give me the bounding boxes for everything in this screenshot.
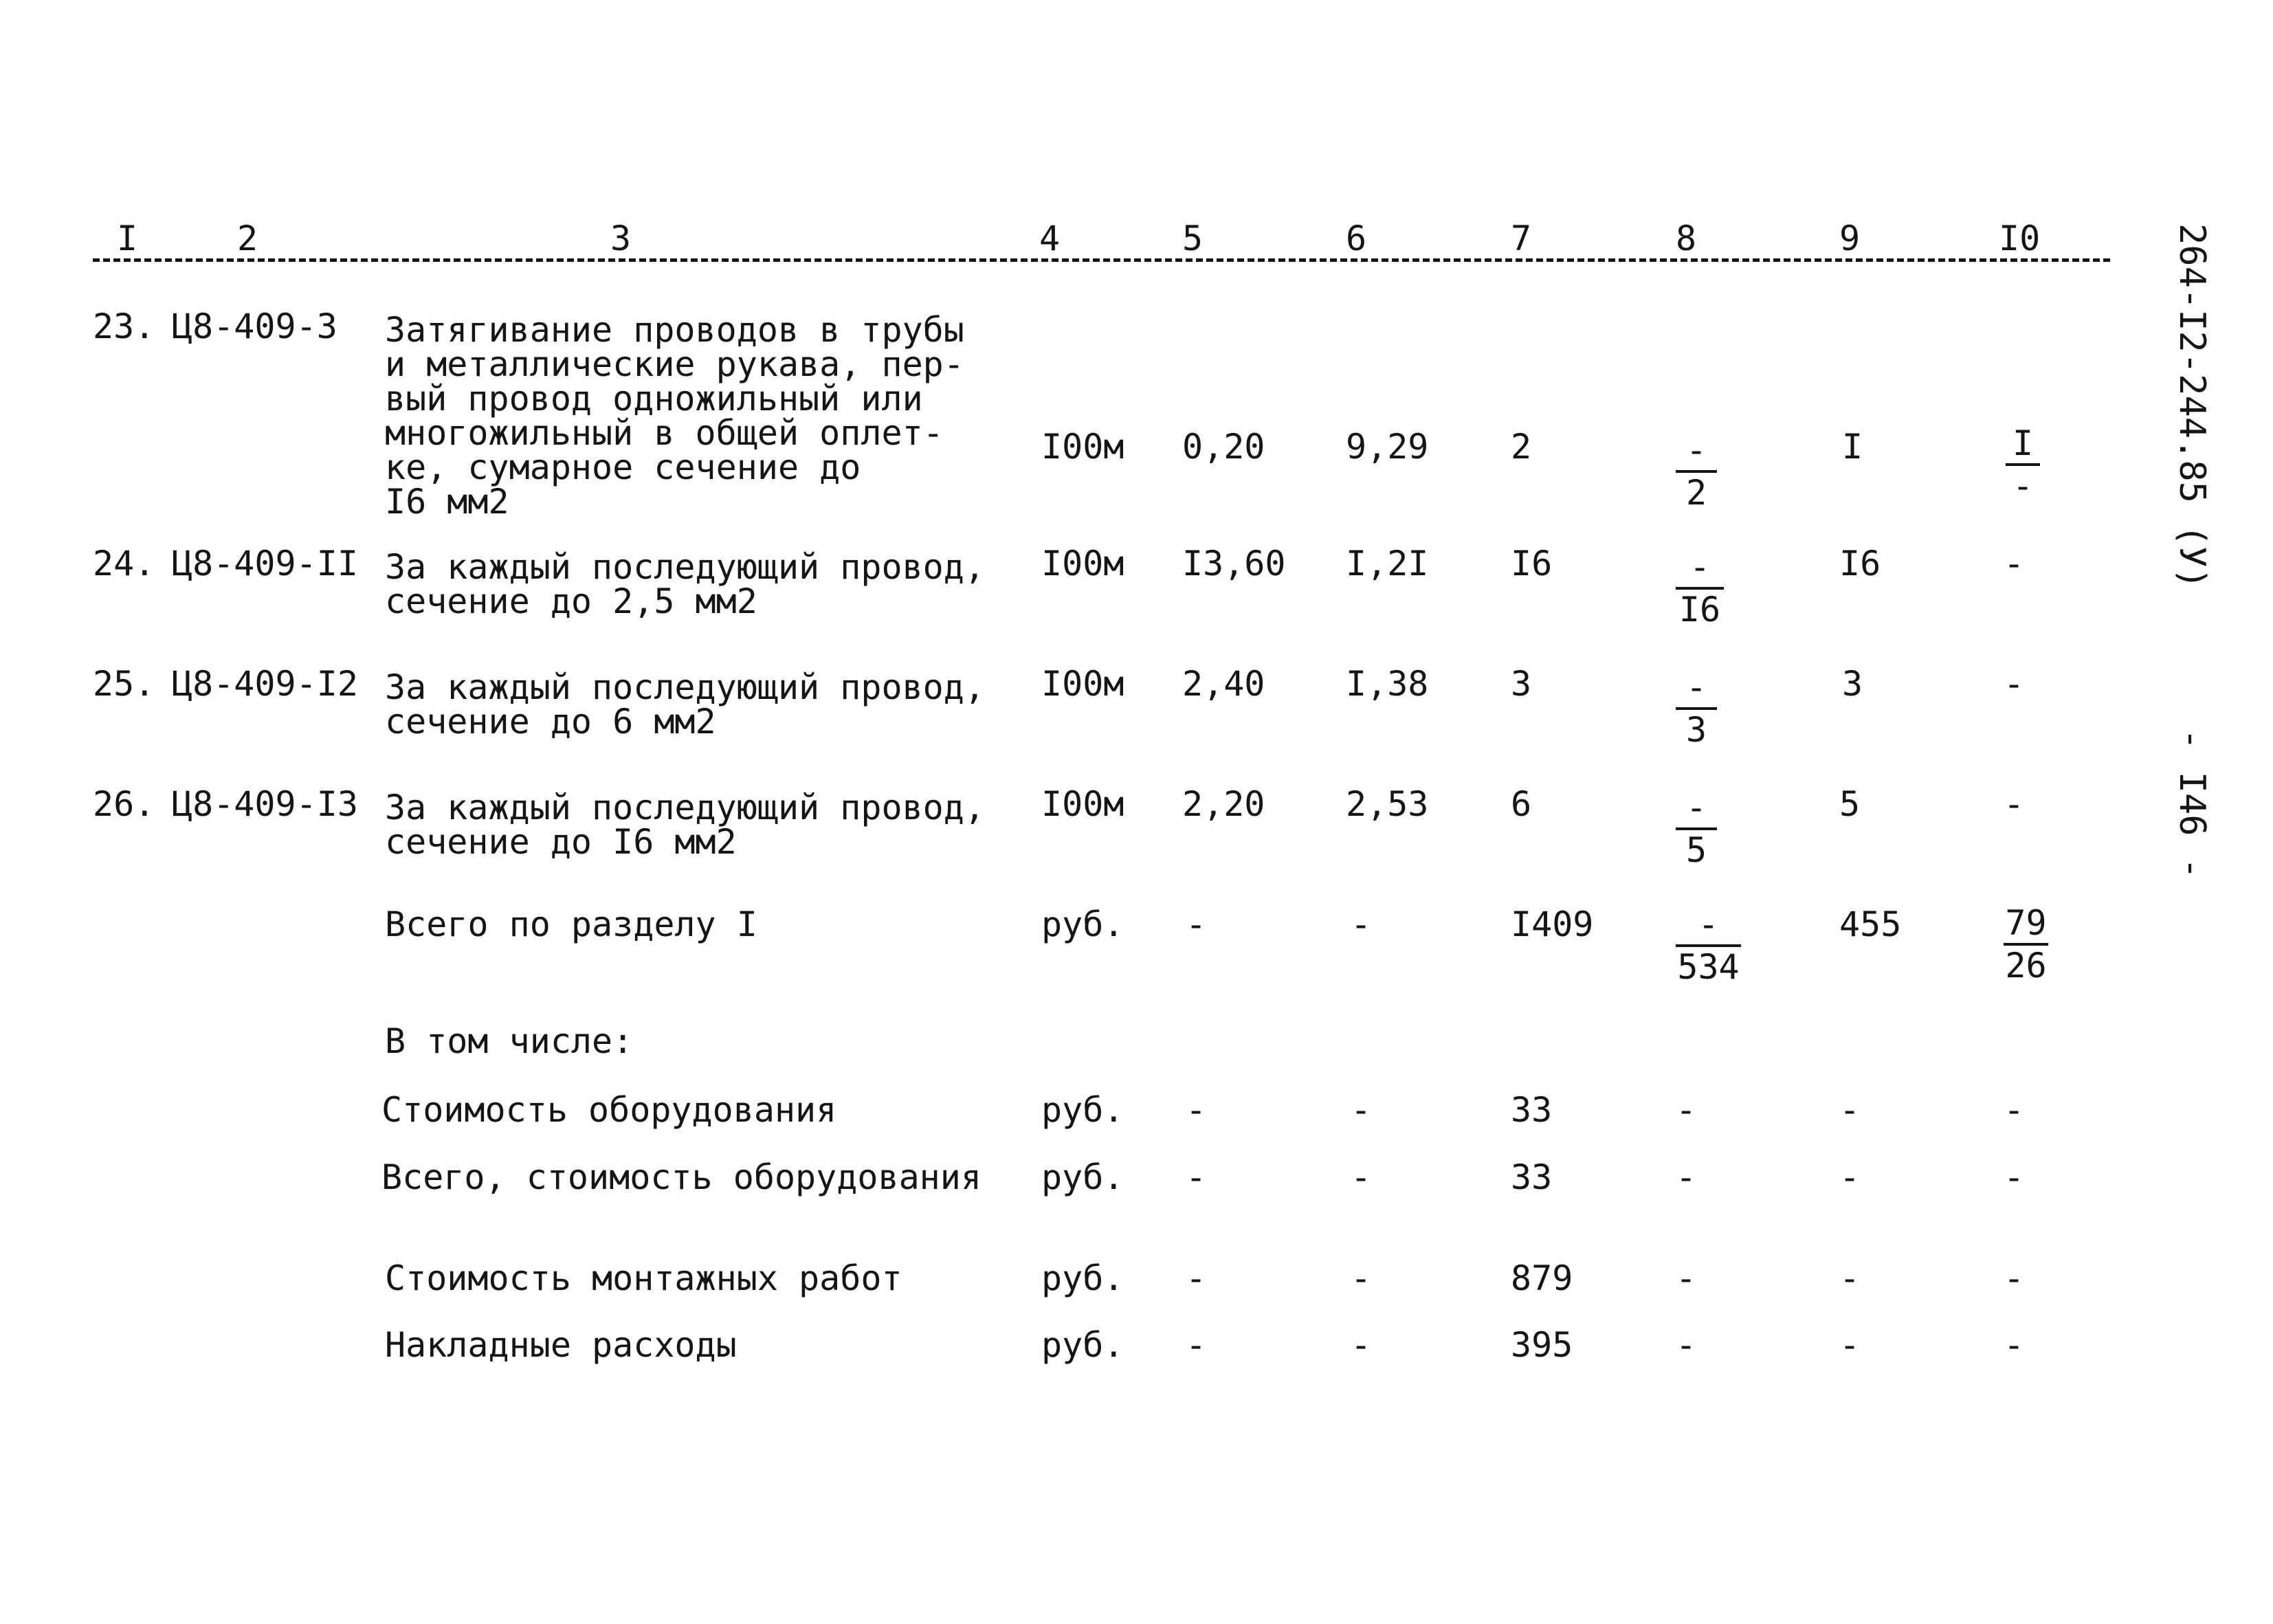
fraction-bottom: 5 xyxy=(1685,830,1707,870)
row-col5: 2,20 xyxy=(1182,784,1265,824)
fraction-bottom: 534 xyxy=(1677,947,1740,987)
row-col7: 6 xyxy=(1511,784,1532,824)
row-col8-fraction xyxy=(1676,788,1717,870)
total-col10-fraction xyxy=(2004,903,2048,986)
total-col5: - xyxy=(1186,904,1207,944)
row-number: 25. xyxy=(93,664,155,704)
breakdown-col8: - xyxy=(1676,1090,1697,1130)
breakdown-col7: 879 xyxy=(1511,1258,1573,1298)
row-code: Ц8-409-II xyxy=(172,544,358,583)
row-col6: I,38 xyxy=(1346,664,1429,704)
page-number-side: - I46 - xyxy=(2171,728,2213,880)
col-header-10: I0 xyxy=(1999,219,2041,258)
breakdown-label: Всего, стоимость оборудования xyxy=(381,1157,982,1197)
breakdown-col10: - xyxy=(2004,1258,2025,1298)
fraction-bottom: - xyxy=(2012,466,2034,506)
row-unit: I00м xyxy=(1041,784,1124,824)
row-col9: I6 xyxy=(1839,544,1881,583)
breakdown-unit: руб. xyxy=(1041,1090,1124,1130)
including-label: В том числе: xyxy=(385,1021,634,1061)
row-desc-line: и металлические рукава, пер- xyxy=(385,344,964,384)
col-header-9: 9 xyxy=(1839,219,1861,258)
row-code: Ц8-409-I2 xyxy=(172,664,358,704)
row-desc-line: I6 мм2 xyxy=(385,482,509,522)
row-col6: 2,53 xyxy=(1346,784,1429,824)
fraction-bottom: 3 xyxy=(1685,710,1707,750)
col-header-5: 5 xyxy=(1182,219,1204,258)
row-col6: 9,29 xyxy=(1346,427,1429,467)
row-col9: I xyxy=(1842,427,1863,467)
row-desc-line: сечение до I6 мм2 xyxy=(385,822,737,862)
row-desc-line: ке, сумарное сечение до xyxy=(385,447,861,487)
doc-code-side: 264-I2-244.85 (У) xyxy=(2171,223,2213,590)
col-header-4: 4 xyxy=(1039,219,1061,258)
row-col5: I3,60 xyxy=(1182,544,1286,583)
total-col6: - xyxy=(1351,904,1372,944)
breakdown-unit: руб. xyxy=(1041,1258,1124,1298)
row-col10: - xyxy=(2004,784,2025,824)
row-col8-fraction xyxy=(1676,430,1717,513)
row-col5: 0,20 xyxy=(1182,427,1265,467)
fraction-top: I xyxy=(2012,423,2034,463)
row-desc-line: многожильный в общей оплет- xyxy=(385,413,944,453)
row-number: 26. xyxy=(93,784,155,824)
row-col10-fraction xyxy=(2006,423,2040,506)
row-col10: - xyxy=(2004,664,2025,704)
total-col8-fraction xyxy=(1676,904,1741,987)
fraction-top: - xyxy=(1689,547,1711,587)
breakdown-col6: - xyxy=(1351,1090,1372,1130)
fraction-top: - xyxy=(1685,788,1707,827)
row-col7: 3 xyxy=(1511,664,1532,704)
breakdown-col8: - xyxy=(1676,1157,1697,1197)
row-desc-line: сечение до 2,5 мм2 xyxy=(385,581,757,621)
row-col9: 3 xyxy=(1842,664,1863,704)
row-code: Ц8-409-I3 xyxy=(172,784,358,824)
row-col8-fraction xyxy=(1676,667,1717,750)
breakdown-col6: - xyxy=(1351,1258,1372,1298)
breakdown-col8: - xyxy=(1676,1258,1697,1298)
breakdown-col5: - xyxy=(1186,1258,1207,1298)
breakdown-col9: - xyxy=(1839,1157,1861,1197)
col-header-6: 6 xyxy=(1346,219,1367,258)
row-desc-line: За каждый последующий провод, xyxy=(385,667,985,707)
row-desc-line: За каждый последующий провод, xyxy=(385,547,985,587)
row-col8-fraction xyxy=(1676,547,1724,630)
col-header-7: 7 xyxy=(1511,219,1532,258)
breakdown-unit: руб. xyxy=(1041,1157,1124,1197)
fraction-bottom: 26 xyxy=(2005,946,2047,986)
breakdown-label: Стоимость монтажных работ xyxy=(385,1258,902,1298)
col-header-1: I xyxy=(117,219,138,258)
breakdown-col9: - xyxy=(1839,1090,1861,1130)
breakdown-col8: - xyxy=(1676,1325,1697,1365)
row-number: 23. xyxy=(93,307,155,346)
row-unit: I00м xyxy=(1041,544,1124,583)
total-label: Всего по разделу I xyxy=(385,904,757,944)
row-desc-line: вый провод одножильный или xyxy=(385,379,923,419)
row-col7: 2 xyxy=(1511,427,1532,467)
fraction-top: - xyxy=(1698,904,1719,944)
col-header-2: 2 xyxy=(237,219,258,258)
breakdown-col7: 33 xyxy=(1511,1157,1553,1197)
fraction-top: 79 xyxy=(2005,903,2047,943)
breakdown-col5: - xyxy=(1186,1325,1207,1365)
total-unit: руб. xyxy=(1041,904,1124,944)
breakdown-col10: - xyxy=(2004,1090,2025,1130)
row-unit: I00м xyxy=(1041,664,1124,704)
fraction-top: - xyxy=(1685,430,1707,470)
breakdown-col9: - xyxy=(1839,1325,1861,1365)
total-col9: 455 xyxy=(1839,904,1902,944)
breakdown-col6: - xyxy=(1351,1325,1372,1365)
row-col6: I,2I xyxy=(1346,544,1429,583)
breakdown-unit: руб. xyxy=(1041,1325,1124,1365)
breakdown-col5: - xyxy=(1186,1157,1207,1197)
fraction-bottom: I6 xyxy=(1678,590,1721,630)
breakdown-col10: - xyxy=(2004,1325,2025,1365)
breakdown-label: Стоимость оборудования xyxy=(381,1090,837,1130)
breakdown-col5: - xyxy=(1186,1090,1207,1130)
row-col10: - xyxy=(2004,544,2025,583)
breakdown-col6: - xyxy=(1351,1157,1372,1197)
breakdown-col7: 395 xyxy=(1511,1325,1573,1365)
row-col7: I6 xyxy=(1511,544,1553,583)
breakdown-col7: 33 xyxy=(1511,1090,1553,1130)
row-desc-line: Затягивание проводов в трубы xyxy=(385,310,964,350)
fraction-top: - xyxy=(1685,667,1707,707)
row-code: Ц8-409-3 xyxy=(172,307,337,346)
row-desc-line: сечение до 6 мм2 xyxy=(385,702,716,742)
total-col7: I409 xyxy=(1511,904,1594,944)
row-col9: 5 xyxy=(1839,784,1861,824)
fraction-bottom: 2 xyxy=(1685,473,1707,513)
breakdown-label: Накладные расходы xyxy=(385,1325,737,1365)
header-divider xyxy=(93,258,2110,262)
row-number: 24. xyxy=(93,544,155,583)
row-desc-line: За каждый последующий провод, xyxy=(385,788,985,827)
col-header-8: 8 xyxy=(1676,219,1697,258)
row-col5: 2,40 xyxy=(1182,664,1265,704)
breakdown-col10: - xyxy=(2004,1157,2025,1197)
breakdown-col9: - xyxy=(1839,1258,1861,1298)
row-unit: I00м xyxy=(1041,427,1124,467)
col-header-3: 3 xyxy=(610,219,632,258)
